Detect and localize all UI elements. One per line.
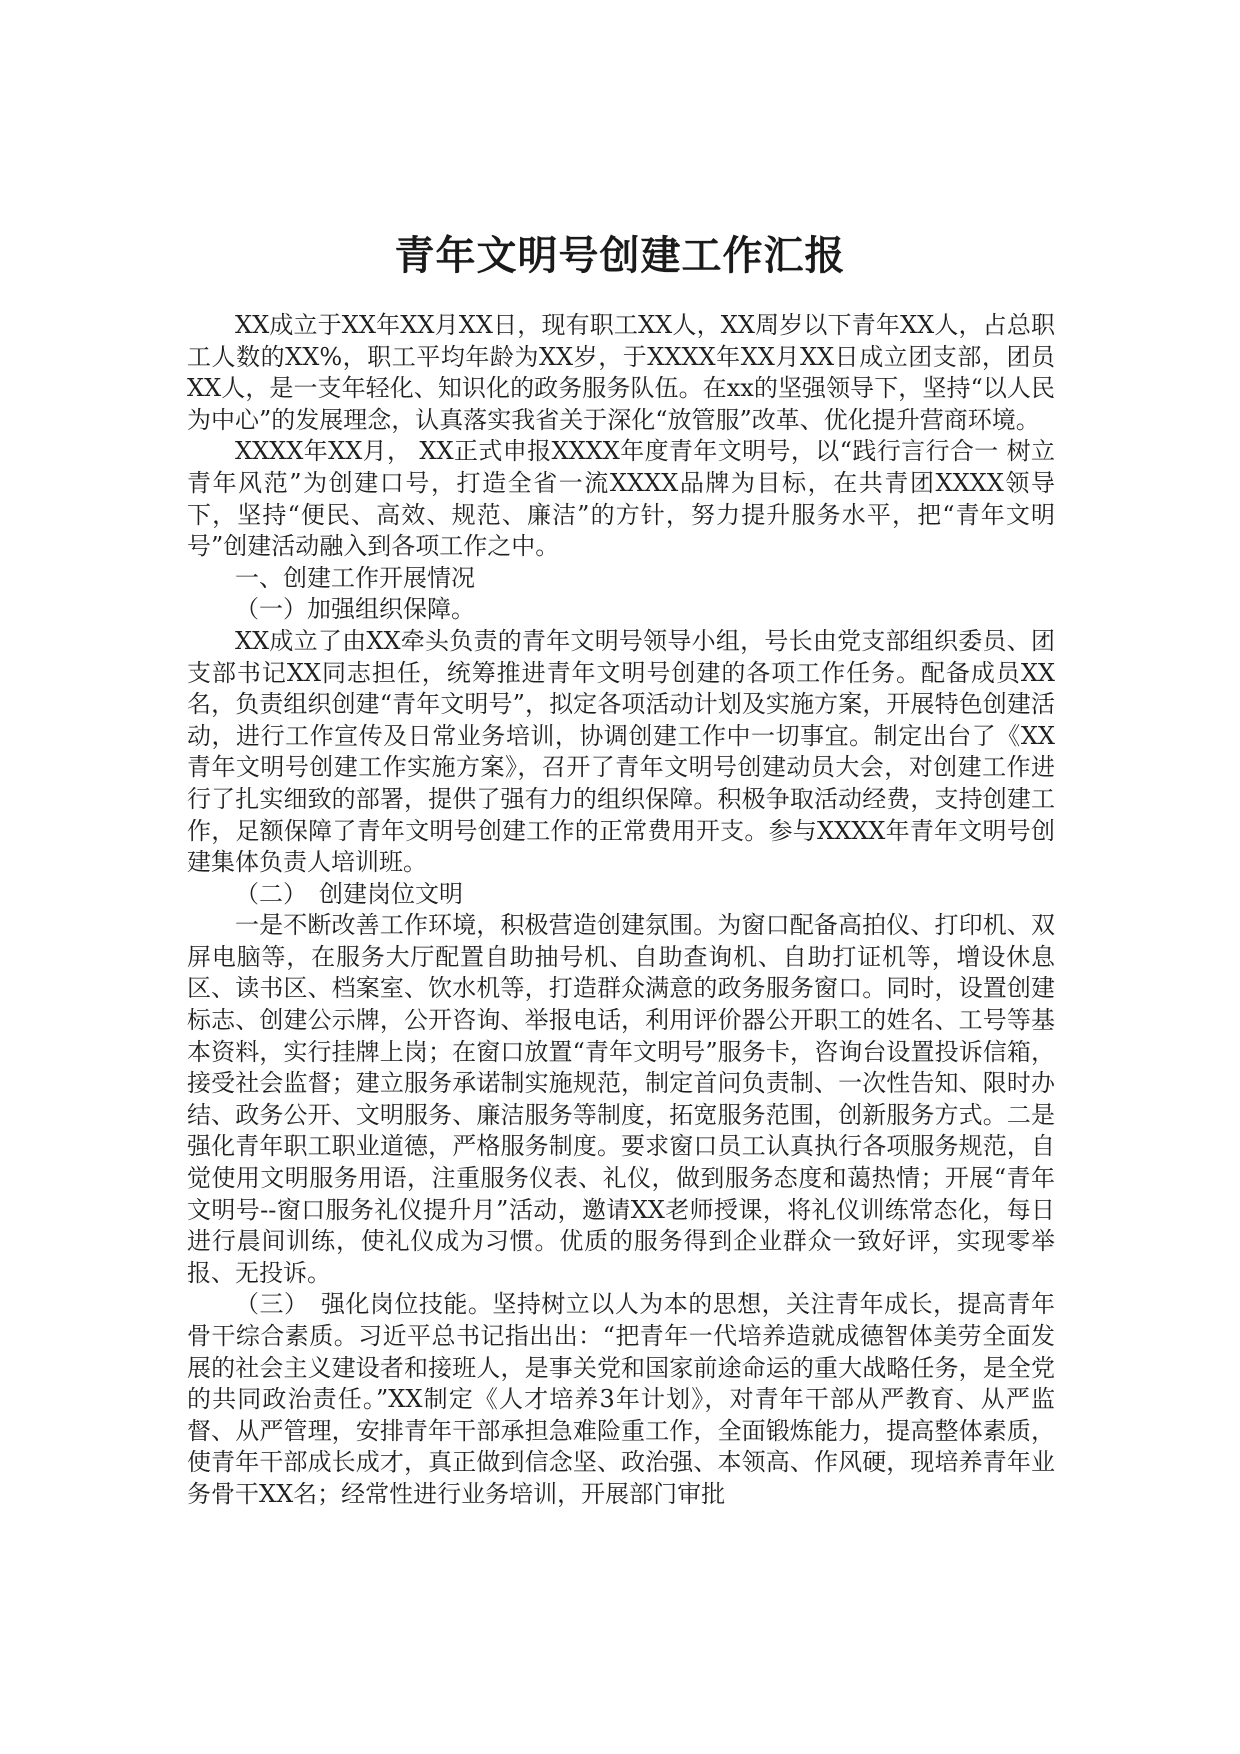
paragraph-intro: XX成立于XX年XX月XX日，现有职工XX人，XX周岁以下青年XX人，占总职工人数的XX%，职工平均年龄为XX岁，于XXXX年XX月XX日成立团支部，团员XX人，是一支年轻化、知识化的政务服务队伍。在xx的坚强领导下，坚持“以人民为中心”的发展理念，认真落实我省关于深化“放管服”改革、优化提升营商环境。: [187, 311, 1055, 434]
subsection-heading-1: （一）加强组织保障。: [235, 595, 475, 624]
paragraph-post-civility: 一是不断改善工作环境，积极营造创建氛围。为窗口配备高拍仪、打印机、双屏电脑等，在服务大厅配置自助抽号机、自助查询机、自助打证机等，增设休息区、读书区、档案室、饮水机等，打造群众满意的政务服务窗口。同时，设置创建标志、创建公示牌，公开咨询、举报电话，利用评价器公开职工的姓名、工号等基本资料，实行挂牌上岗；在窗口放置“青年文明号”服务卡，咨询台设置投诉信箱，接受社会监督；建立服务承诺制实施规范，制定首问负责制、一次性告知、限时办结、政务公开、文明服务、廉洁服务等制度，拓宽服务范围，创新服务方式。二是强化青年职工职业道德，严格服务制度。要求窗口员工认真执行各项服务规范，自觉使用文明服务用语，注重服务仪表、礼仪，做到服务态度和蔼热情；开展“青年文明号--窗口服务礼仪提升月”活动，邀请XX老师授课，将礼仪训练常态化，每日进行晨间训练，使礼仪成为习惯。优质的服务得到企业群众一致好评，实现零举报、无投诉。: [187, 911, 1055, 1287]
subsection-heading-2: （二） 创建岗位文明: [235, 879, 463, 908]
paragraph-organization: XX成立了由XX牵头负责的青年文明号领导小组，号长由党支部组织委员、团支部书记XX同志担任，统筹推进青年文明号创建的各项工作任务。配备成员XX名，负责组织创建“青年文明号”，拟定各项活动计划及实施方案，开展特色创建活动，进行工作宣传及日常业务培训，协调创建工作中一切事宜。制定出台了《XX青年文明号创建工作实施方案》，召开了青年文明号创建动员大会，对创建工作进行了扎实细致的部署，提供了强有力的组织保障。积极争取活动经费，支持创建工作，足额保障了青年文明号创建工作的正常费用开支。参与XXXX年青年文明号创建集体负责人培训班。: [187, 626, 1055, 877]
paragraph-skills: （三） 强化岗位技能。坚持树立以人为本的思想，关注青年成长，提高青年骨干综合素质。习近平总书记指出出：“把青年一代培养造就成德智体美劳全面发展的社会主义建设者和接班人，是事关党和国家前途命运的重大战略任务，是全党的共同政治责任。”XX制定《人才培养3年计划》，对青年干部从严教育、从严监督、从严管理，安排青年干部承担急难险重工作，全面锻炼能力，提高整体素质，使青年干部成长成才，真正做到信念坚、政治强、本领高、作风硬，现培养青年业务骨干XX名；经常性进行业务培训，开展部门审批: [187, 1290, 1055, 1508]
document-body: [187, 310, 1055, 1511]
document-title: 青年文明号创建工作汇报: [394, 231, 846, 279]
section-heading-1: 一、创建工作开展情况: [235, 563, 475, 592]
paragraph-application: XXXX年XX月， XX正式申报XXXX年度青年文明号，以“践行言行合一 树立青年风范”为创建口号，打造全省一流XXXX品牌为目标，在共青团XXXX领导下，坚持“便民、高效、规范、廉洁”的方针，努力提升服务水平，把“青年文明号”创建活动融入到各项工作之中。: [187, 437, 1055, 561]
